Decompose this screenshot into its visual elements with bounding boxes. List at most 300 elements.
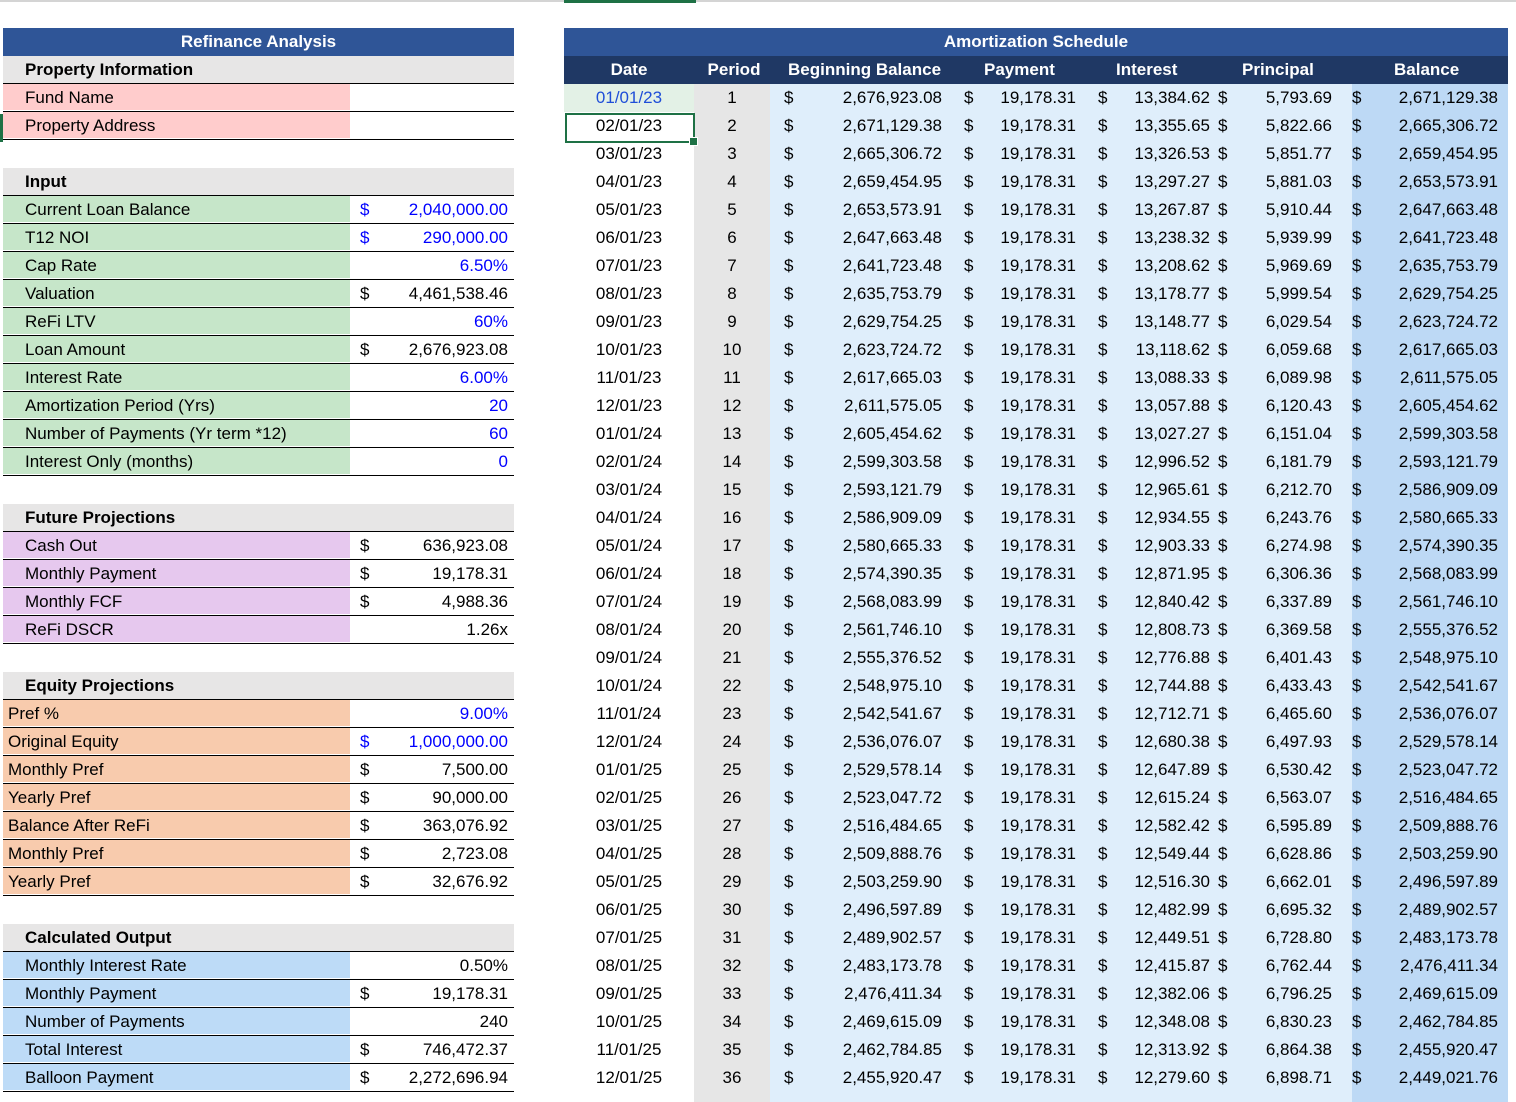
balance-cell[interactable]: 2,536,076.07 xyxy=(1398,704,1498,723)
period-cell[interactable]: 14 xyxy=(722,452,742,471)
payment-cell[interactable]: 19,178.31 xyxy=(1000,1040,1076,1059)
principal-cell[interactable]: 6,059.68 xyxy=(1265,340,1332,359)
row-label[interactable]: Total Interest xyxy=(3,1036,350,1062)
row-label[interactable]: Valuation xyxy=(3,280,350,306)
date-cell[interactable]: 07/01/25 xyxy=(595,928,663,947)
interest-cell[interactable]: 13,208.62 xyxy=(1134,256,1210,275)
balance-cell[interactable]: 2,561,746.10 xyxy=(1398,592,1498,611)
payment-cell[interactable]: 19,178.31 xyxy=(1000,368,1076,387)
row-value[interactable]: 290,000.00 xyxy=(422,228,508,247)
date-cell[interactable]: 02/01/24 xyxy=(595,452,663,471)
principal-cell[interactable]: 6,864.38 xyxy=(1265,1040,1332,1059)
beginning-balance-cell[interactable]: 2,605,454.62 xyxy=(842,424,942,443)
row-value[interactable]: 0 xyxy=(498,452,508,471)
balance-cell[interactable]: 2,555,376.52 xyxy=(1398,620,1498,639)
beginning-balance-cell[interactable]: 2,653,573.91 xyxy=(842,200,942,219)
principal-cell[interactable]: 6,762.44 xyxy=(1265,956,1332,975)
row-label[interactable]: Property Address xyxy=(3,112,350,138)
balance-cell[interactable]: 2,653,573.91 xyxy=(1398,172,1498,191)
payment-cell[interactable]: 19,178.31 xyxy=(1000,88,1076,107)
row-label[interactable]: Monthly FCF xyxy=(3,588,350,614)
payment-cell[interactable]: 19,178.31 xyxy=(1000,1012,1076,1031)
principal-cell[interactable]: 6,089.98 xyxy=(1265,368,1332,387)
period-cell[interactable]: 11 xyxy=(723,368,741,387)
balance-cell[interactable]: 2,671,129.38 xyxy=(1398,88,1498,107)
date-cell[interactable]: 10/01/24 xyxy=(595,676,663,695)
principal-cell[interactable]: 6,465.60 xyxy=(1265,704,1332,723)
balance-cell[interactable]: 2,496,597.89 xyxy=(1398,872,1498,891)
principal-cell[interactable]: 6,830.23 xyxy=(1265,1012,1332,1031)
balance-cell[interactable]: 2,469,615.09 xyxy=(1398,984,1498,1003)
row-value[interactable]: 60% xyxy=(473,312,508,331)
row-value[interactable]: 20 xyxy=(489,396,508,415)
row-label[interactable]: Number of Payments xyxy=(3,1008,350,1034)
row-value[interactable]: 4,461,538.46 xyxy=(408,284,508,303)
period-cell[interactable]: 34 xyxy=(722,1012,742,1031)
beginning-balance-cell[interactable]: 2,593,121.79 xyxy=(842,480,942,499)
period-cell[interactable]: 36 xyxy=(722,1068,742,1087)
principal-cell[interactable]: 6,120.43 xyxy=(1265,396,1332,415)
interest-cell[interactable]: 12,279.60 xyxy=(1134,1068,1210,1087)
date-cell[interactable]: 11/01/25 xyxy=(596,1040,662,1059)
row-label[interactable]: Monthly Pref xyxy=(3,840,350,866)
payment-cell[interactable]: 19,178.31 xyxy=(1000,340,1076,359)
period-cell[interactable]: 17 xyxy=(722,536,742,555)
date-cell[interactable]: 04/01/24 xyxy=(595,508,663,527)
row-value[interactable]: 636,923.08 xyxy=(422,536,508,555)
principal-cell[interactable]: 6,306.36 xyxy=(1265,564,1332,583)
date-cell[interactable]: 08/01/23 xyxy=(595,284,663,303)
payment-cell[interactable]: 19,178.31 xyxy=(1000,956,1076,975)
row-value[interactable]: 1,000,000.00 xyxy=(408,732,508,751)
row-value[interactable]: 240 xyxy=(479,1012,508,1031)
period-cell[interactable]: 1 xyxy=(727,88,737,107)
date-cell[interactable]: 07/01/23 xyxy=(595,256,663,275)
period-cell[interactable]: 3 xyxy=(727,144,737,163)
payment-cell[interactable]: 19,178.31 xyxy=(1000,172,1076,191)
period-cell[interactable]: 10 xyxy=(722,340,742,359)
period-cell[interactable]: 2 xyxy=(727,116,737,135)
balance-cell[interactable]: 2,629,754.25 xyxy=(1398,284,1498,303)
interest-cell[interactable]: 12,996.52 xyxy=(1134,452,1210,471)
payment-cell[interactable]: 19,178.31 xyxy=(1000,396,1076,415)
interest-cell[interactable]: 13,297.27 xyxy=(1134,172,1210,191)
col-header-principal[interactable]: Principal xyxy=(1242,60,1314,79)
interest-cell[interactable]: 13,355.65 xyxy=(1134,116,1210,135)
col-header-interest[interactable]: Interest xyxy=(1116,60,1178,79)
beginning-balance-cell[interactable]: 2,629,754.25 xyxy=(842,312,942,331)
payment-cell[interactable]: 19,178.31 xyxy=(1000,676,1076,695)
period-cell[interactable]: 35 xyxy=(722,1040,742,1059)
beginning-balance-cell[interactable]: 2,542,541.67 xyxy=(842,704,942,723)
beginning-balance-cell[interactable]: 2,617,665.03 xyxy=(842,368,942,387)
balance-cell[interactable]: 2,665,306.72 xyxy=(1398,116,1498,135)
interest-cell[interactable]: 13,118.62 xyxy=(1135,340,1210,359)
period-cell[interactable]: 15 xyxy=(722,480,742,499)
balance-cell[interactable]: 2,586,909.09 xyxy=(1398,480,1498,499)
principal-cell[interactable]: 6,595.89 xyxy=(1265,816,1332,835)
row-value[interactable]: 363,076.92 xyxy=(422,816,508,835)
beginning-balance-cell[interactable]: 2,659,454.95 xyxy=(842,172,942,191)
balance-cell[interactable]: 2,483,173.78 xyxy=(1398,928,1498,947)
interest-cell[interactable]: 12,449.51 xyxy=(1134,928,1210,947)
date-cell[interactable]: 05/01/25 xyxy=(595,872,663,891)
row-value[interactable]: 6.50% xyxy=(459,256,508,275)
beginning-balance-cell[interactable]: 2,469,615.09 xyxy=(842,1012,942,1031)
beginning-balance-cell[interactable]: 2,489,902.57 xyxy=(842,928,942,947)
principal-cell[interactable]: 6,433.43 xyxy=(1265,676,1332,695)
balance-cell[interactable]: 2,462,784.85 xyxy=(1398,1012,1498,1031)
balance-cell[interactable]: 2,580,665.33 xyxy=(1398,508,1498,527)
principal-cell[interactable]: 6,029.54 xyxy=(1265,312,1332,331)
row-label[interactable]: Original Equity xyxy=(3,728,350,754)
period-cell[interactable]: 8 xyxy=(727,284,737,303)
balance-cell[interactable]: 2,593,121.79 xyxy=(1398,452,1498,471)
interest-cell[interactable]: 12,549.44 xyxy=(1134,844,1210,863)
beginning-balance-cell[interactable]: 2,568,083.99 xyxy=(842,592,942,611)
row-label[interactable]: Cash Out xyxy=(3,532,350,558)
balance-cell[interactable]: 2,647,663.48 xyxy=(1398,200,1498,219)
interest-cell[interactable]: 12,712.71 xyxy=(1134,704,1210,723)
row-value[interactable]: 1.26x xyxy=(466,620,508,639)
interest-cell[interactable]: 12,516.30 xyxy=(1134,872,1210,891)
balance-cell[interactable]: 2,574,390.35 xyxy=(1398,536,1498,555)
interest-cell[interactable]: 12,776.88 xyxy=(1134,648,1210,667)
row-value[interactable]: 9.00% xyxy=(459,704,508,723)
principal-cell[interactable]: 6,337.89 xyxy=(1265,592,1332,611)
principal-cell[interactable]: 5,851.77 xyxy=(1265,144,1332,163)
interest-cell[interactable]: 12,482.99 xyxy=(1134,900,1210,919)
payment-cell[interactable]: 19,178.31 xyxy=(1000,872,1076,891)
row-value[interactable]: 7,500.00 xyxy=(441,760,508,779)
period-cell[interactable]: 32 xyxy=(722,956,742,975)
period-cell[interactable]: 20 xyxy=(722,620,742,639)
row-label[interactable]: Current Loan Balance xyxy=(3,196,350,222)
balance-cell[interactable]: 2,617,665.03 xyxy=(1398,340,1498,359)
beginning-balance-cell[interactable]: 2,523,047.72 xyxy=(842,788,942,807)
period-cell[interactable]: 9 xyxy=(727,312,737,331)
period-cell[interactable]: 6 xyxy=(727,228,737,247)
payment-cell[interactable]: 19,178.31 xyxy=(1000,620,1076,639)
balance-cell[interactable]: 2,548,975.10 xyxy=(1398,648,1498,667)
row-label[interactable]: Monthly Payment xyxy=(3,560,350,586)
payment-cell[interactable]: 19,178.31 xyxy=(1000,844,1076,863)
payment-cell[interactable]: 19,178.31 xyxy=(1000,900,1076,919)
payment-cell[interactable]: 19,178.31 xyxy=(1000,1068,1076,1087)
principal-cell[interactable]: 6,497.93 xyxy=(1265,732,1332,751)
beginning-balance-cell[interactable]: 2,676,923.08 xyxy=(842,88,942,107)
interest-cell[interactable]: 12,934.55 xyxy=(1134,508,1210,527)
date-cell[interactable]: 12/01/25 xyxy=(595,1068,663,1087)
row-label[interactable]: Pref % xyxy=(3,700,350,726)
payment-cell[interactable]: 19,178.31 xyxy=(1000,452,1076,471)
period-cell[interactable]: 22 xyxy=(722,676,742,695)
beginning-balance-cell[interactable]: 2,536,076.07 xyxy=(842,732,942,751)
principal-cell[interactable]: 6,243.76 xyxy=(1265,508,1332,527)
beginning-balance-cell[interactable]: 2,509,888.76 xyxy=(842,844,942,863)
period-cell[interactable]: 21 xyxy=(722,648,742,667)
payment-cell[interactable]: 19,178.31 xyxy=(1000,760,1076,779)
period-cell[interactable]: 31 xyxy=(722,928,742,947)
row-value[interactable]: 19,178.31 xyxy=(432,564,508,583)
date-cell[interactable]: 02/01/25 xyxy=(595,788,663,807)
period-cell[interactable]: 25 xyxy=(722,760,742,779)
active-cell-selection[interactable] xyxy=(565,113,695,143)
date-cell[interactable]: 10/01/25 xyxy=(595,1012,663,1031)
balance-cell[interactable]: 2,659,454.95 xyxy=(1398,144,1498,163)
beginning-balance-cell[interactable]: 2,462,784.85 xyxy=(842,1040,942,1059)
beginning-balance-cell[interactable]: 2,574,390.35 xyxy=(842,564,942,583)
balance-cell[interactable]: 2,509,888.76 xyxy=(1398,816,1498,835)
row-value[interactable]: 2,676,923.08 xyxy=(408,340,508,359)
row-label[interactable]: Amortization Period (Yrs) xyxy=(3,392,350,418)
payment-cell[interactable]: 19,178.31 xyxy=(1000,424,1076,443)
principal-cell[interactable]: 6,181.79 xyxy=(1265,452,1332,471)
balance-cell[interactable]: 2,611,575.05 xyxy=(1400,368,1498,387)
beginning-balance-cell[interactable]: 2,455,920.47 xyxy=(842,1068,942,1087)
payment-cell[interactable]: 19,178.31 xyxy=(1000,200,1076,219)
interest-cell[interactable]: 13,088.33 xyxy=(1134,368,1210,387)
row-label[interactable]: Interest Rate xyxy=(3,364,350,390)
balance-cell[interactable]: 2,641,723.48 xyxy=(1398,228,1498,247)
interest-cell[interactable]: 12,415.87 xyxy=(1134,956,1210,975)
interest-cell[interactable]: 13,326.53 xyxy=(1134,144,1210,163)
date-cell[interactable]: 02/01/23 xyxy=(595,116,663,135)
principal-cell[interactable]: 6,796.25 xyxy=(1265,984,1332,1003)
row-label[interactable]: Cap Rate xyxy=(3,252,350,278)
beginning-balance-cell[interactable]: 2,516,484.65 xyxy=(842,816,942,835)
date-cell[interactable]: 11/01/23 xyxy=(596,368,662,387)
date-cell[interactable]: 04/01/25 xyxy=(595,844,663,863)
beginning-balance-cell[interactable]: 2,623,724.72 xyxy=(842,340,942,359)
beginning-balance-cell[interactable]: 2,635,753.79 xyxy=(842,284,942,303)
interest-cell[interactable]: 13,027.27 xyxy=(1134,424,1210,443)
beginning-balance-cell[interactable]: 2,548,975.10 xyxy=(842,676,942,695)
principal-cell[interactable]: 6,530.42 xyxy=(1265,760,1332,779)
interest-cell[interactable]: 12,348.08 xyxy=(1134,1012,1210,1031)
payment-cell[interactable]: 19,178.31 xyxy=(1000,732,1076,751)
fill-handle[interactable] xyxy=(689,137,698,146)
period-cell[interactable]: 28 xyxy=(722,844,742,863)
balance-cell[interactable]: 2,503,259.90 xyxy=(1398,844,1498,863)
col-header-date[interactable]: Date xyxy=(610,60,648,79)
date-cell[interactable]: 06/01/23 xyxy=(595,228,663,247)
beginning-balance-cell[interactable]: 2,483,173.78 xyxy=(842,956,942,975)
balance-cell[interactable]: 2,623,724.72 xyxy=(1398,312,1498,331)
row-label[interactable]: T12 NOI xyxy=(3,224,350,250)
date-cell[interactable]: 09/01/23 xyxy=(595,312,663,331)
row-label[interactable]: Yearly Pref xyxy=(3,784,350,810)
period-cell[interactable]: 18 xyxy=(722,564,742,583)
balance-cell[interactable]: 2,568,083.99 xyxy=(1398,564,1498,583)
balance-cell[interactable]: 2,489,902.57 xyxy=(1398,900,1498,919)
beginning-balance-cell[interactable]: 2,586,909.09 xyxy=(842,508,942,527)
row-label[interactable]: Monthly Interest Rate xyxy=(3,952,350,978)
period-cell[interactable]: 12 xyxy=(722,396,742,415)
interest-cell[interactable]: 12,871.95 xyxy=(1134,564,1210,583)
row-label[interactable]: Monthly Payment xyxy=(3,980,350,1006)
row-value[interactable]: 32,676.92 xyxy=(432,872,508,891)
interest-cell[interactable]: 13,238.32 xyxy=(1134,228,1210,247)
date-cell[interactable]: 08/01/25 xyxy=(595,956,663,975)
principal-cell[interactable]: 6,369.58 xyxy=(1265,620,1332,639)
principal-cell[interactable]: 5,969.69 xyxy=(1265,256,1332,275)
row-label[interactable]: ReFi DSCR xyxy=(3,616,350,642)
row-label[interactable]: Balance After ReFi xyxy=(3,812,350,838)
principal-cell[interactable]: 6,401.43 xyxy=(1265,648,1332,667)
row-label[interactable]: ReFi LTV xyxy=(3,308,350,334)
row-label[interactable]: Balloon Payment xyxy=(3,1064,350,1090)
date-cell[interactable]: 01/01/25 xyxy=(595,760,663,779)
row-label[interactable]: Interest Only (months) xyxy=(3,448,350,474)
payment-cell[interactable]: 19,178.31 xyxy=(1000,984,1076,1003)
interest-cell[interactable]: 12,647.89 xyxy=(1134,760,1210,779)
payment-cell[interactable]: 19,178.31 xyxy=(1000,116,1076,135)
beginning-balance-cell[interactable]: 2,599,303.58 xyxy=(842,452,942,471)
date-cell[interactable]: 09/01/25 xyxy=(595,984,663,1003)
row-value[interactable]: 90,000.00 xyxy=(432,788,508,807)
period-cell[interactable]: 16 xyxy=(722,508,742,527)
beginning-balance-cell[interactable]: 2,561,746.10 xyxy=(842,620,942,639)
balance-cell[interactable]: 2,523,047.72 xyxy=(1398,760,1498,779)
beginning-balance-cell[interactable]: 2,496,597.89 xyxy=(842,900,942,919)
payment-cell[interactable]: 19,178.31 xyxy=(1000,480,1076,499)
interest-cell[interactable]: 12,313.92 xyxy=(1134,1040,1210,1059)
row-value[interactable]: 19,178.31 xyxy=(432,984,508,1003)
payment-cell[interactable]: 19,178.31 xyxy=(1000,508,1076,527)
beginning-balance-cell[interactable]: 2,555,376.52 xyxy=(842,648,942,667)
row-value[interactable]: 746,472.37 xyxy=(422,1040,508,1059)
interest-cell[interactable]: 12,382.06 xyxy=(1134,984,1210,1003)
principal-cell[interactable]: 5,822.66 xyxy=(1265,116,1332,135)
beginning-balance-cell[interactable]: 2,476,411.34 xyxy=(844,984,942,1003)
row-label[interactable]: Loan Amount xyxy=(3,336,350,362)
principal-cell[interactable]: 5,939.99 xyxy=(1265,228,1332,247)
col-header-payment[interactable]: Payment xyxy=(984,60,1055,79)
date-cell[interactable]: 01/01/23 xyxy=(595,88,663,107)
principal-cell[interactable]: 6,151.04 xyxy=(1265,424,1332,443)
principal-cell[interactable]: 5,999.54 xyxy=(1265,284,1332,303)
principal-cell[interactable]: 5,793.69 xyxy=(1265,88,1332,107)
payment-cell[interactable]: 19,178.31 xyxy=(1000,788,1076,807)
beginning-balance-cell[interactable]: 2,503,259.90 xyxy=(842,872,942,891)
row-value[interactable]: 4,988.36 xyxy=(441,592,508,611)
principal-cell[interactable]: 6,212.70 xyxy=(1265,480,1332,499)
payment-cell[interactable]: 19,178.31 xyxy=(1000,564,1076,583)
date-cell[interactable]: 12/01/23 xyxy=(595,396,663,415)
principal-cell[interactable]: 5,881.03 xyxy=(1265,172,1332,191)
interest-cell[interactable]: 12,744.88 xyxy=(1134,676,1210,695)
beginning-balance-cell[interactable]: 2,671,129.38 xyxy=(842,116,942,135)
period-cell[interactable]: 19 xyxy=(722,592,742,611)
principal-cell[interactable]: 6,728.80 xyxy=(1265,928,1332,947)
period-cell[interactable]: 26 xyxy=(722,788,742,807)
date-cell[interactable]: 04/01/23 xyxy=(595,172,663,191)
beginning-balance-cell[interactable]: 2,641,723.48 xyxy=(842,256,942,275)
interest-cell[interactable]: 12,808.73 xyxy=(1134,620,1210,639)
balance-cell[interactable]: 2,455,920.47 xyxy=(1398,1040,1498,1059)
interest-cell[interactable]: 12,582.42 xyxy=(1134,816,1210,835)
principal-cell[interactable]: 6,898.71 xyxy=(1265,1068,1332,1087)
date-cell[interactable]: 05/01/24 xyxy=(595,536,663,555)
beginning-balance-cell[interactable]: 2,580,665.33 xyxy=(842,536,942,555)
payment-cell[interactable]: 19,178.31 xyxy=(1000,928,1076,947)
date-cell[interactable]: 09/01/24 xyxy=(595,648,663,667)
period-cell[interactable]: 4 xyxy=(727,172,737,191)
row-value[interactable]: 2,723.08 xyxy=(441,844,508,863)
payment-cell[interactable]: 19,178.31 xyxy=(1000,648,1076,667)
beginning-balance-cell[interactable]: 2,647,663.48 xyxy=(842,228,942,247)
payment-cell[interactable]: 19,178.31 xyxy=(1000,704,1076,723)
interest-cell[interactable]: 12,965.61 xyxy=(1134,480,1210,499)
row-value[interactable]: 6.00% xyxy=(459,368,508,387)
principal-cell[interactable]: 6,563.07 xyxy=(1265,788,1332,807)
interest-cell[interactable]: 13,384.62 xyxy=(1134,88,1210,107)
interest-cell[interactable]: 13,178.77 xyxy=(1134,284,1210,303)
period-cell[interactable]: 5 xyxy=(727,200,737,219)
row-value[interactable]: 2,272,696.94 xyxy=(408,1068,508,1087)
interest-cell[interactable]: 12,840.42 xyxy=(1134,592,1210,611)
date-cell[interactable]: 03/01/25 xyxy=(595,816,663,835)
payment-cell[interactable]: 19,178.31 xyxy=(1000,228,1076,247)
interest-cell[interactable]: 13,267.87 xyxy=(1134,200,1210,219)
date-cell[interactable]: 01/01/24 xyxy=(595,424,663,443)
balance-cell[interactable]: 2,529,578.14 xyxy=(1398,732,1498,751)
interest-cell[interactable]: 12,903.33 xyxy=(1134,536,1210,555)
interest-cell[interactable]: 13,057.88 xyxy=(1134,396,1210,415)
date-cell[interactable]: 06/01/25 xyxy=(595,900,663,919)
row-value[interactable]: 2,040,000.00 xyxy=(408,200,508,219)
row-value[interactable]: 0.50% xyxy=(459,956,508,975)
interest-cell[interactable]: 12,680.38 xyxy=(1134,732,1210,751)
col-header-beginning-balance[interactable]: Beginning Balance xyxy=(788,60,942,79)
beginning-balance-cell[interactable]: 2,529,578.14 xyxy=(842,760,942,779)
payment-cell[interactable]: 19,178.31 xyxy=(1000,256,1076,275)
row-label[interactable]: Monthly Pref xyxy=(3,756,350,782)
period-cell[interactable]: 30 xyxy=(722,900,742,919)
date-cell[interactable]: 08/01/24 xyxy=(595,620,663,639)
balance-cell[interactable]: 2,605,454.62 xyxy=(1398,396,1498,415)
balance-cell[interactable]: 2,542,541.67 xyxy=(1398,676,1498,695)
row-value[interactable]: 60 xyxy=(489,424,508,443)
principal-cell[interactable]: 6,274.98 xyxy=(1265,536,1332,555)
balance-cell[interactable]: 2,516,484.65 xyxy=(1398,788,1498,807)
interest-cell[interactable]: 13,148.77 xyxy=(1134,312,1210,331)
payment-cell[interactable]: 19,178.31 xyxy=(1000,536,1076,555)
balance-cell[interactable]: 2,635,753.79 xyxy=(1398,256,1498,275)
payment-cell[interactable]: 19,178.31 xyxy=(1000,816,1076,835)
period-cell[interactable]: 33 xyxy=(722,984,742,1003)
date-cell[interactable]: 10/01/23 xyxy=(595,340,663,359)
interest-cell[interactable]: 12,615.24 xyxy=(1134,788,1210,807)
principal-cell[interactable]: 6,628.86 xyxy=(1265,844,1332,863)
balance-cell[interactable]: 2,449,021.76 xyxy=(1398,1068,1498,1087)
period-cell[interactable]: 29 xyxy=(722,872,742,891)
payment-cell[interactable]: 19,178.31 xyxy=(1000,144,1076,163)
row-label[interactable]: Fund Name xyxy=(3,84,350,110)
col-header-balance[interactable]: Balance xyxy=(1394,60,1460,79)
date-cell[interactable]: 05/01/23 xyxy=(595,200,663,219)
payment-cell[interactable]: 19,178.31 xyxy=(1000,592,1076,611)
period-cell[interactable]: 27 xyxy=(722,816,742,835)
beginning-balance-cell[interactable]: 2,611,575.05 xyxy=(844,396,942,415)
principal-cell[interactable]: 6,662.01 xyxy=(1265,872,1332,891)
balance-cell[interactable]: 2,599,303.58 xyxy=(1398,424,1498,443)
date-cell[interactable]: 11/01/24 xyxy=(596,704,662,723)
date-cell[interactable]: 12/01/24 xyxy=(595,732,663,751)
balance-cell[interactable]: 2,476,411.34 xyxy=(1400,956,1498,975)
principal-cell[interactable]: 6,695.32 xyxy=(1265,900,1332,919)
